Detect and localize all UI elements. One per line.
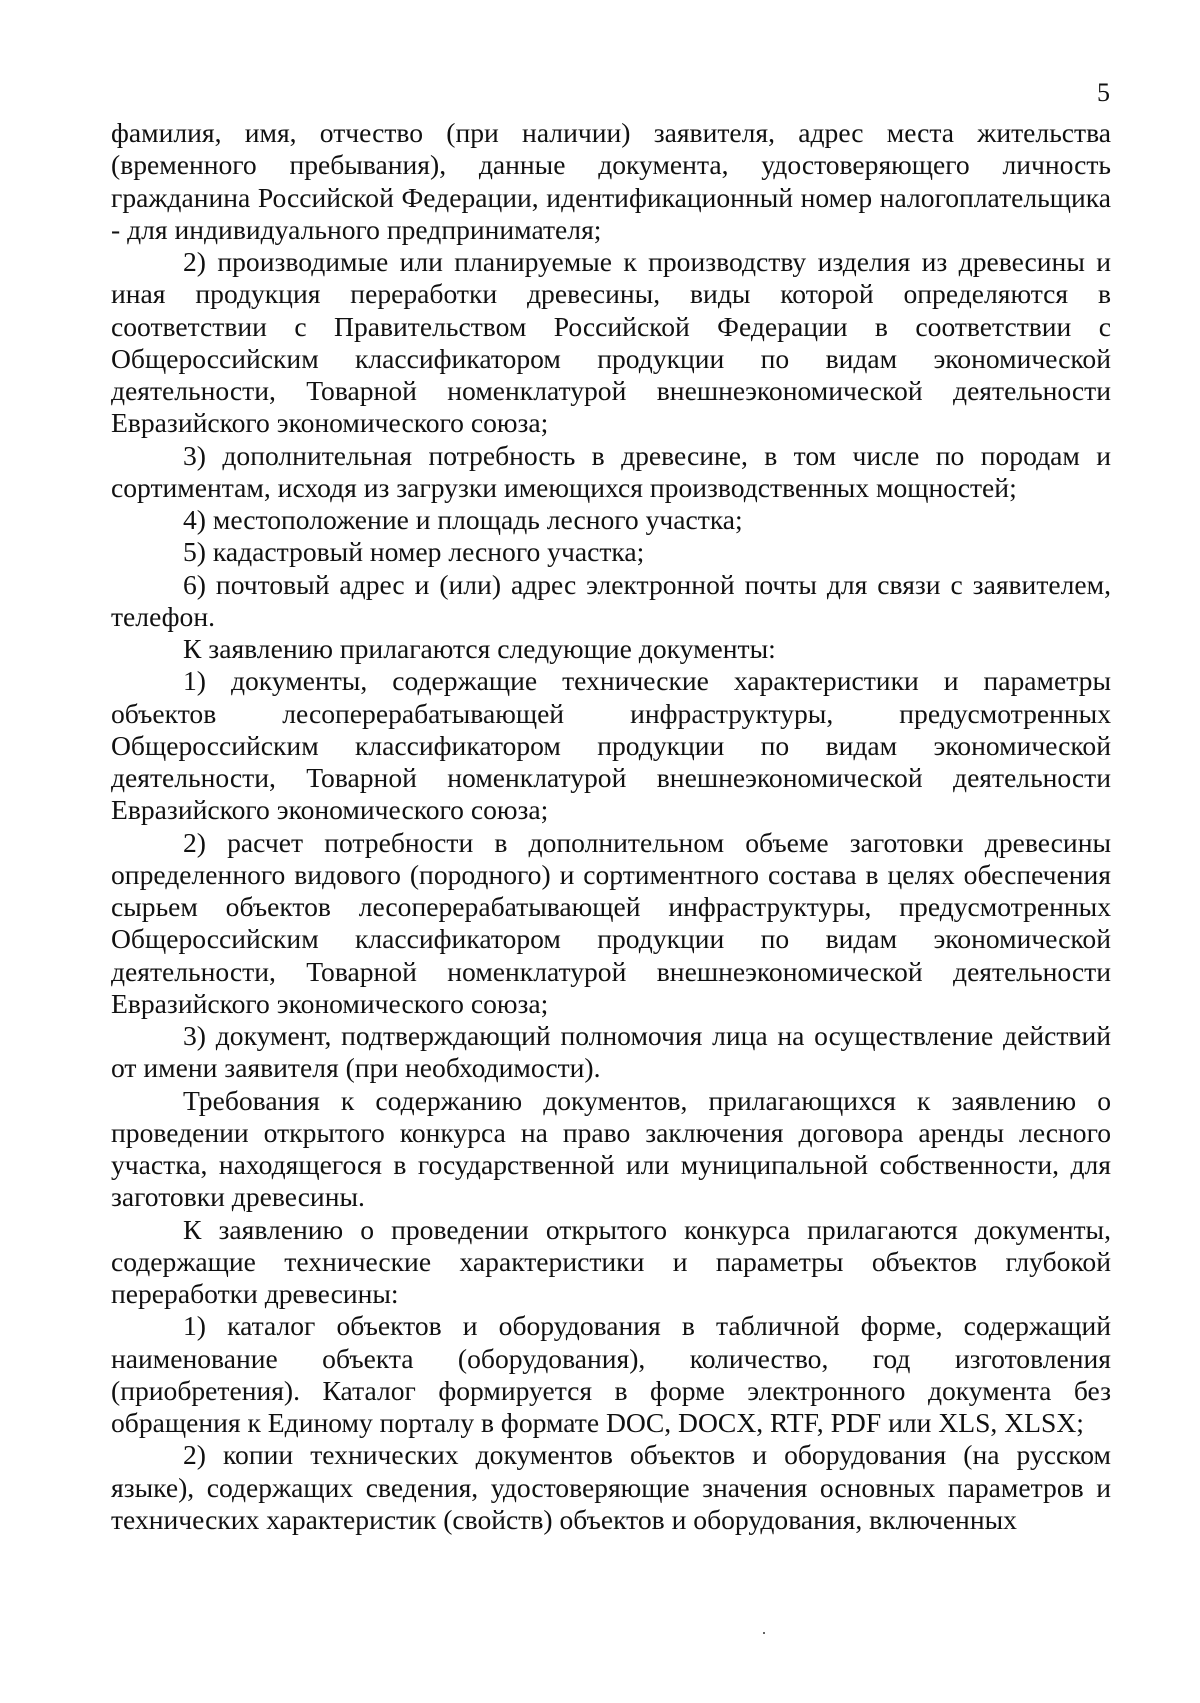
paragraph-attachment-1: 1) документы, содержащие технические характеристики и параметры объектов лесоперерабатывающей инфраструктуры, предусмотренных Общероссийским классификатором продукции по видам экономической деятельности, Товарной номенклатурой внешнеэкономической деятельности Евразийского экономического союза; (111, 665, 1111, 826)
paragraph-item-6-contacts: 6) почтовый адрес и (или) адрес электронной почты для связи с заявителем, телефон. (111, 568, 1111, 632)
scan-dot (763, 1632, 765, 1634)
page-number: 5 (1097, 78, 1110, 107)
paragraph-item-4-location: 4) местоположение и площадь лесного участка; (183, 504, 743, 535)
paragraph-requirements-heading: Требования к содержанию документов, прилагающихся к заявлению о проведении открытого конкурса на право заключения договора аренды лесного участка, находящегося в государственной или муниципальной собственности, для заготовки древесины. (111, 1084, 1111, 1213)
paragraph-technical-copies: 2) копии технических документов объектов и оборудования (на русском языке), содержащих сведения, удостоверяющие значения основных параметров и технических характеристик (свойств) объектов и оборудования, включенных (111, 1439, 1111, 1535)
paragraph-contest-documents: К заявлению о проведении открытого конкурса прилагаются документы, содержащие технические характеристики и параметры объектов глубокой переработки древесины: (111, 1213, 1111, 1309)
paragraph-attachments-intro: К заявлению прилагаются следующие документы: (183, 633, 776, 664)
paragraph-item-3-demand: 3) дополнительная потребность в древесине, в том числе по породам и сортиментам, исходя из загрузки имеющихся производственных мощностей; (111, 439, 1111, 503)
paragraph-applicant-details: фамилия, имя, отчество (при наличии) заявителя, адрес места жительства (временного пребывания), данные документа, удостоверяющего личность гражданина Российской Федерации, идентификационный номер налогоплательщика - для индивидуального предпринимателя; (111, 117, 1111, 245)
paragraph-attachment-3: 3) документ, подтверждающий полномочия лица на осуществление действий от имени заявителя (при необходимости). (111, 1020, 1111, 1084)
paragraph-attachment-2: 2) расчет потребности в дополнительном объеме заготовки древесины определенного видового (породного) и сортиментного состава в целях обеспечения сырьем объектов лесоперерабатывающей инфраструктуры, предусмотренных Общероссийским классификатором продукции по видам экономической деятельности, Товарной номенклатурой внешнеэкономической деятельности Евразийского экономического союза; (111, 826, 1111, 1019)
paragraph-item-2-products: 2) производимые или планируемые к производству изделия из древесины и иная продукция переработки древесины, виды которой определяются в соответствии с Правительством Российской Федерации в соответствии с Общероссийским классификатором продукции по видам экономической деятельности, Товарной номенклатурой внешнеэкономической деятельности Евразийского экономического союза; (111, 246, 1111, 439)
document-body (111, 117, 1111, 1536)
paragraph-catalog: 1) каталог объектов и оборудования в табличной форме, содержащий наименование объекта (оборудования), количество, год изготовления (приобретения). Каталог формируется в форме электронного документа без обращения к Единому порталу в формате DOC, DOCX, RTF, PDF или XLS, XLSX; (111, 1310, 1111, 1438)
paragraph-item-5-cadastral: 5) кадастровый номер лесного участка; (183, 536, 645, 568)
